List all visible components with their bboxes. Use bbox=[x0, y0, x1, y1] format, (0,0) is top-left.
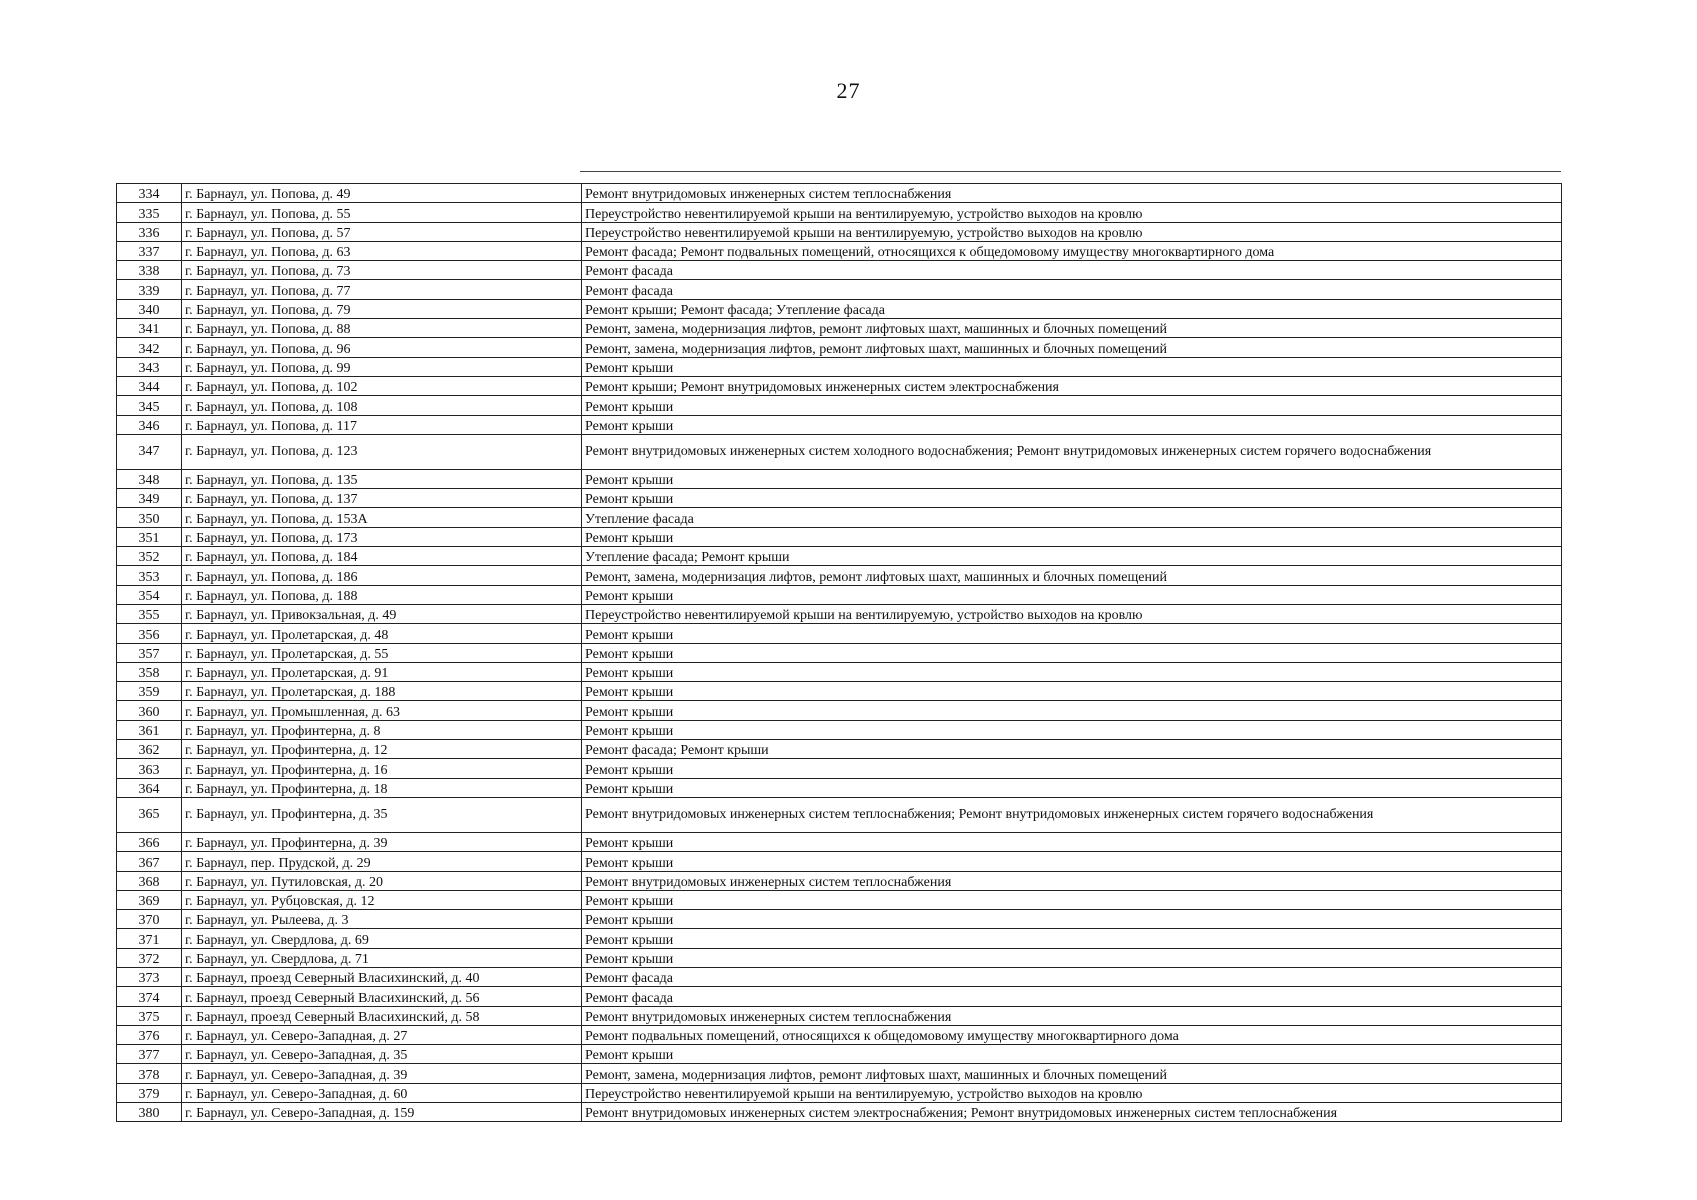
table-row bbox=[117, 280, 1562, 299]
row-number-cell: 342 bbox=[117, 338, 182, 357]
table-row bbox=[117, 585, 1562, 604]
table-row bbox=[117, 469, 1562, 488]
address-cell: г. Барнаул, ул. Промышленная, д. 63 bbox=[182, 701, 582, 720]
table-row bbox=[117, 1083, 1562, 1102]
address-cell: г. Барнаул, ул. Рылеева, д. 3 bbox=[182, 910, 582, 929]
work-type-cell: Ремонт фасада bbox=[582, 280, 1562, 299]
address-cell: г. Барнаул, ул. Попова, д. 117 bbox=[182, 415, 582, 434]
row-number-cell: 356 bbox=[117, 624, 182, 643]
row-number-cell: 379 bbox=[117, 1083, 182, 1102]
row-number-cell: 365 bbox=[117, 797, 182, 832]
table-row bbox=[117, 778, 1562, 797]
work-type-cell: Ремонт внутридомовых инженерных систем электроснабжения; Ремонт внутридомовых инженерных систем теплоснабжения bbox=[582, 1103, 1562, 1122]
work-type-cell: Ремонт крыши bbox=[582, 662, 1562, 681]
row-number-cell: 369 bbox=[117, 890, 182, 909]
row-number-cell: 364 bbox=[117, 778, 182, 797]
work-type-cell: Утепление фасада bbox=[582, 508, 1562, 527]
row-number-cell: 348 bbox=[117, 469, 182, 488]
table-row bbox=[117, 1006, 1562, 1025]
row-number-cell: 370 bbox=[117, 910, 182, 929]
address-cell: г. Барнаул, ул. Попова, д. 79 bbox=[182, 299, 582, 318]
address-cell: г. Барнаул, ул. Северо-Западная, д. 35 bbox=[182, 1045, 582, 1064]
table-row bbox=[117, 832, 1562, 851]
table-row bbox=[117, 740, 1562, 759]
address-cell: г. Барнаул, ул. Пролетарская, д. 48 bbox=[182, 624, 582, 643]
work-type-cell: Ремонт внутридомовых инженерных систем холодного водоснабжения; Ремонт внутридомовых инженерных систем горячего водоснабжения bbox=[582, 434, 1562, 469]
address-cell: г. Барнаул, ул. Попова, д. 137 bbox=[182, 489, 582, 508]
row-number-cell: 357 bbox=[117, 643, 182, 662]
table-row bbox=[117, 396, 1562, 415]
row-number-cell: 372 bbox=[117, 948, 182, 967]
table-row bbox=[117, 1045, 1562, 1064]
row-number-cell: 371 bbox=[117, 929, 182, 948]
address-cell: г. Барнаул, ул. Свердлова, д. 71 bbox=[182, 948, 582, 967]
table-row bbox=[117, 184, 1562, 203]
table-row bbox=[117, 547, 1562, 566]
address-cell: г. Барнаул, ул. Попова, д. 123 bbox=[182, 434, 582, 469]
repair-register-table bbox=[116, 183, 1562, 1122]
work-type-cell: Ремонт крыши bbox=[582, 929, 1562, 948]
address-cell: г. Барнаул, ул. Попова, д. 77 bbox=[182, 280, 582, 299]
work-type-cell: Ремонт крыши bbox=[582, 357, 1562, 376]
table-row bbox=[117, 527, 1562, 546]
address-cell: г. Барнаул, ул. Свердлова, д. 69 bbox=[182, 929, 582, 948]
row-number-cell: 335 bbox=[117, 203, 182, 222]
work-type-cell: Ремонт, замена, модернизация лифтов, ремонт лифтовых шахт, машинных и блочных помещений bbox=[582, 566, 1562, 585]
row-number-cell: 334 bbox=[117, 184, 182, 203]
table-row bbox=[117, 929, 1562, 948]
work-type-cell: Ремонт крыши bbox=[582, 910, 1562, 929]
work-type-cell: Ремонт внутридомовых инженерных систем теплоснабжения bbox=[582, 184, 1562, 203]
work-type-cell: Ремонт крыши bbox=[582, 415, 1562, 434]
row-number-cell: 350 bbox=[117, 508, 182, 527]
work-type-cell: Утепление фасада; Ремонт крыши bbox=[582, 547, 1562, 566]
address-cell: г. Барнаул, ул. Рубцовская, д. 12 bbox=[182, 890, 582, 909]
work-type-cell: Ремонт фасада bbox=[582, 967, 1562, 986]
table-row bbox=[117, 624, 1562, 643]
address-cell: г. Барнаул, ул. Привокзальная, д. 49 bbox=[182, 604, 582, 623]
row-number-cell: 368 bbox=[117, 871, 182, 890]
table-row bbox=[117, 1103, 1562, 1122]
table-row bbox=[117, 203, 1562, 222]
work-type-cell: Ремонт подвальных помещений, относящихся к общедомовому имуществу многоквартирного дома bbox=[582, 1025, 1562, 1044]
address-cell: г. Барнаул, ул. Попова, д. 73 bbox=[182, 261, 582, 280]
address-cell: г. Барнаул, проезд Северный Власихинский, д. 40 bbox=[182, 967, 582, 986]
table-row bbox=[117, 948, 1562, 967]
page-number: 27 bbox=[836, 78, 861, 103]
address-cell: г. Барнаул, ул. Профинтерна, д. 39 bbox=[182, 832, 582, 851]
work-type-cell: Ремонт крыши bbox=[582, 852, 1562, 871]
address-cell: г. Барнаул, ул. Северо-Западная, д. 39 bbox=[182, 1064, 582, 1083]
work-type-cell: Ремонт внутридомовых инженерных систем теплоснабжения bbox=[582, 871, 1562, 890]
row-number-cell: 351 bbox=[117, 527, 182, 546]
row-number-cell: 380 bbox=[117, 1103, 182, 1122]
row-number-cell: 361 bbox=[117, 720, 182, 739]
table-row bbox=[117, 261, 1562, 280]
address-cell: г. Барнаул, ул. Попова, д. 99 bbox=[182, 357, 582, 376]
row-number-cell: 340 bbox=[117, 299, 182, 318]
row-number-cell: 377 bbox=[117, 1045, 182, 1064]
row-number-cell: 373 bbox=[117, 967, 182, 986]
row-number-cell: 341 bbox=[117, 319, 182, 338]
address-cell: г. Барнаул, ул. Профинтерна, д. 8 bbox=[182, 720, 582, 739]
address-cell: г. Барнаул, ул. Попова, д. 88 bbox=[182, 319, 582, 338]
row-number-cell: 376 bbox=[117, 1025, 182, 1044]
address-cell: г. Барнаул, ул. Попова, д. 173 bbox=[182, 527, 582, 546]
address-cell: г. Барнаул, ул. Попова, д. 102 bbox=[182, 376, 582, 395]
table-row bbox=[117, 987, 1562, 1006]
row-number-cell: 345 bbox=[117, 396, 182, 415]
table-row bbox=[117, 643, 1562, 662]
row-number-cell: 347 bbox=[117, 434, 182, 469]
table-row bbox=[117, 759, 1562, 778]
address-cell: г. Барнаул, ул. Северо-Западная, д. 27 bbox=[182, 1025, 582, 1044]
table-row bbox=[117, 701, 1562, 720]
table-row bbox=[117, 415, 1562, 434]
work-type-cell: Ремонт крыши bbox=[582, 890, 1562, 909]
table-row bbox=[117, 604, 1562, 623]
work-type-cell: Ремонт крыши bbox=[582, 1045, 1562, 1064]
row-number-cell: 349 bbox=[117, 489, 182, 508]
row-number-cell: 378 bbox=[117, 1064, 182, 1083]
row-number-cell: 355 bbox=[117, 604, 182, 623]
address-cell: г. Барнаул, ул. Пролетарская, д. 55 bbox=[182, 643, 582, 662]
address-cell: г. Барнаул, ул. Северо-Западная, д. 159 bbox=[182, 1103, 582, 1122]
table-row bbox=[117, 910, 1562, 929]
work-type-cell: Переустройство невентилируемой крыши на вентилируемую, устройство выходов на кровлю bbox=[582, 604, 1562, 623]
table-row bbox=[117, 319, 1562, 338]
work-type-cell: Ремонт крыши bbox=[582, 701, 1562, 720]
table-row bbox=[117, 241, 1562, 260]
table-row bbox=[117, 566, 1562, 585]
table-row bbox=[117, 376, 1562, 395]
address-cell: г. Барнаул, проезд Северный Власихинский, д. 58 bbox=[182, 1006, 582, 1025]
table-row bbox=[117, 1025, 1562, 1044]
row-number-cell: 375 bbox=[117, 1006, 182, 1025]
row-number-cell: 360 bbox=[117, 701, 182, 720]
work-type-cell: Ремонт фасада bbox=[582, 987, 1562, 1006]
work-type-cell: Ремонт крыши bbox=[582, 396, 1562, 415]
table-row bbox=[117, 357, 1562, 376]
address-cell: г. Барнаул, ул. Профинтерна, д. 16 bbox=[182, 759, 582, 778]
row-number-cell: 358 bbox=[117, 662, 182, 681]
work-type-cell: Ремонт внутридомовых инженерных систем теплоснабжения; Ремонт внутридомовых инженерных систем горячего водоснабжения bbox=[582, 797, 1562, 832]
table-row bbox=[117, 720, 1562, 739]
address-cell: г. Барнаул, ул. Попова, д. 186 bbox=[182, 566, 582, 585]
address-cell: г. Барнаул, пер. Прудской, д. 29 bbox=[182, 852, 582, 871]
address-cell: г. Барнаул, ул. Профинтерна, д. 35 bbox=[182, 797, 582, 832]
work-type-cell: Ремонт крыши bbox=[582, 832, 1562, 851]
table-row bbox=[117, 890, 1562, 909]
address-cell: г. Барнаул, ул. Попова, д. 57 bbox=[182, 222, 582, 241]
work-type-cell: Ремонт крыши; Ремонт фасада; Утепление фасада bbox=[582, 299, 1562, 318]
table-row bbox=[117, 508, 1562, 527]
work-type-cell: Ремонт, замена, модернизация лифтов, ремонт лифтовых шахт, машинных и блочных помещений bbox=[582, 319, 1562, 338]
work-type-cell: Ремонт фасада bbox=[582, 261, 1562, 280]
table-row bbox=[117, 682, 1562, 701]
work-type-cell: Ремонт крыши; Ремонт внутридомовых инженерных систем электроснабжения bbox=[582, 376, 1562, 395]
work-type-cell: Ремонт крыши bbox=[582, 527, 1562, 546]
address-cell: г. Барнаул, ул. Попова, д. 108 bbox=[182, 396, 582, 415]
row-number-cell: 366 bbox=[117, 832, 182, 851]
address-cell: г. Барнаул, ул. Попова, д. 63 bbox=[182, 241, 582, 260]
table-row bbox=[117, 338, 1562, 357]
address-cell: г. Барнаул, ул. Путиловская, д. 20 bbox=[182, 871, 582, 890]
address-cell: г. Барнаул, ул. Попова, д. 135 bbox=[182, 469, 582, 488]
address-cell: г. Барнаул, ул. Пролетарская, д. 188 bbox=[182, 682, 582, 701]
row-number-cell: 337 bbox=[117, 241, 182, 260]
address-cell: г. Барнаул, ул. Попова, д. 96 bbox=[182, 338, 582, 357]
address-cell: г. Барнаул, ул. Попова, д. 184 bbox=[182, 547, 582, 566]
row-number-cell: 359 bbox=[117, 682, 182, 701]
address-cell: г. Барнаул, ул. Северо-Западная, д. 60 bbox=[182, 1083, 582, 1102]
address-cell: г. Барнаул, ул. Профинтерна, д. 18 bbox=[182, 778, 582, 797]
work-type-cell: Переустройство невентилируемой крыши на вентилируемую, устройство выходов на кровлю bbox=[582, 222, 1562, 241]
table-row bbox=[117, 1064, 1562, 1083]
table-row bbox=[117, 662, 1562, 681]
row-number-cell: 346 bbox=[117, 415, 182, 434]
work-type-cell: Ремонт крыши bbox=[582, 624, 1562, 643]
table-top-rule bbox=[580, 171, 1561, 172]
row-number-cell: 339 bbox=[117, 280, 182, 299]
row-number-cell: 367 bbox=[117, 852, 182, 871]
row-number-cell: 352 bbox=[117, 547, 182, 566]
work-type-cell: Ремонт крыши bbox=[582, 778, 1562, 797]
address-cell: г. Барнаул, ул. Попова, д. 188 bbox=[182, 585, 582, 604]
work-type-cell: Ремонт крыши bbox=[582, 948, 1562, 967]
work-type-cell: Ремонт крыши bbox=[582, 759, 1562, 778]
row-number-cell: 338 bbox=[117, 261, 182, 280]
work-type-cell: Ремонт фасада; Ремонт крыши bbox=[582, 740, 1562, 759]
row-number-cell: 362 bbox=[117, 740, 182, 759]
table-row bbox=[117, 852, 1562, 871]
table-row bbox=[117, 967, 1562, 986]
table-row bbox=[117, 489, 1562, 508]
row-number-cell: 353 bbox=[117, 566, 182, 585]
table-row bbox=[117, 797, 1562, 832]
register-body bbox=[117, 184, 1562, 1122]
work-type-cell: Переустройство невентилируемой крыши на вентилируемую, устройство выходов на кровлю bbox=[582, 203, 1562, 222]
work-type-cell: Ремонт, замена, модернизация лифтов, ремонт лифтовых шахт, машинных и блочных помещений bbox=[582, 1064, 1562, 1083]
row-number-cell: 336 bbox=[117, 222, 182, 241]
table-row bbox=[117, 871, 1562, 890]
row-number-cell: 374 bbox=[117, 987, 182, 1006]
address-cell: г. Барнаул, ул. Попова, д. 153А bbox=[182, 508, 582, 527]
table-row bbox=[117, 299, 1562, 318]
work-type-cell: Ремонт фасада; Ремонт подвальных помещений, относящихся к общедомовому имуществу многоквартирного дома bbox=[582, 241, 1562, 260]
address-cell: г. Барнаул, проезд Северный Власихинский, д. 56 bbox=[182, 987, 582, 1006]
work-type-cell: Ремонт крыши bbox=[582, 643, 1562, 662]
work-type-cell: Ремонт внутридомовых инженерных систем теплоснабжения bbox=[582, 1006, 1562, 1025]
address-cell: г. Барнаул, ул. Попова, д. 49 bbox=[182, 184, 582, 203]
work-type-cell: Ремонт крыши bbox=[582, 682, 1562, 701]
table-row bbox=[117, 434, 1562, 469]
row-number-cell: 343 bbox=[117, 357, 182, 376]
row-number-cell: 354 bbox=[117, 585, 182, 604]
work-type-cell: Ремонт крыши bbox=[582, 489, 1562, 508]
row-number-cell: 363 bbox=[117, 759, 182, 778]
table-row bbox=[117, 222, 1562, 241]
address-cell: г. Барнаул, ул. Пролетарская, д. 91 bbox=[182, 662, 582, 681]
address-cell: г. Барнаул, ул. Попова, д. 55 bbox=[182, 203, 582, 222]
address-cell: г. Барнаул, ул. Профинтерна, д. 12 bbox=[182, 740, 582, 759]
work-type-cell: Ремонт крыши bbox=[582, 469, 1562, 488]
work-type-cell: Ремонт, замена, модернизация лифтов, ремонт лифтовых шахт, машинных и блочных помещений bbox=[582, 338, 1562, 357]
work-type-cell: Ремонт крыши bbox=[582, 585, 1562, 604]
row-number-cell: 344 bbox=[117, 376, 182, 395]
work-type-cell: Переустройство невентилируемой крыши на вентилируемую, устройство выходов на кровлю bbox=[582, 1083, 1562, 1102]
work-type-cell: Ремонт крыши bbox=[582, 720, 1562, 739]
